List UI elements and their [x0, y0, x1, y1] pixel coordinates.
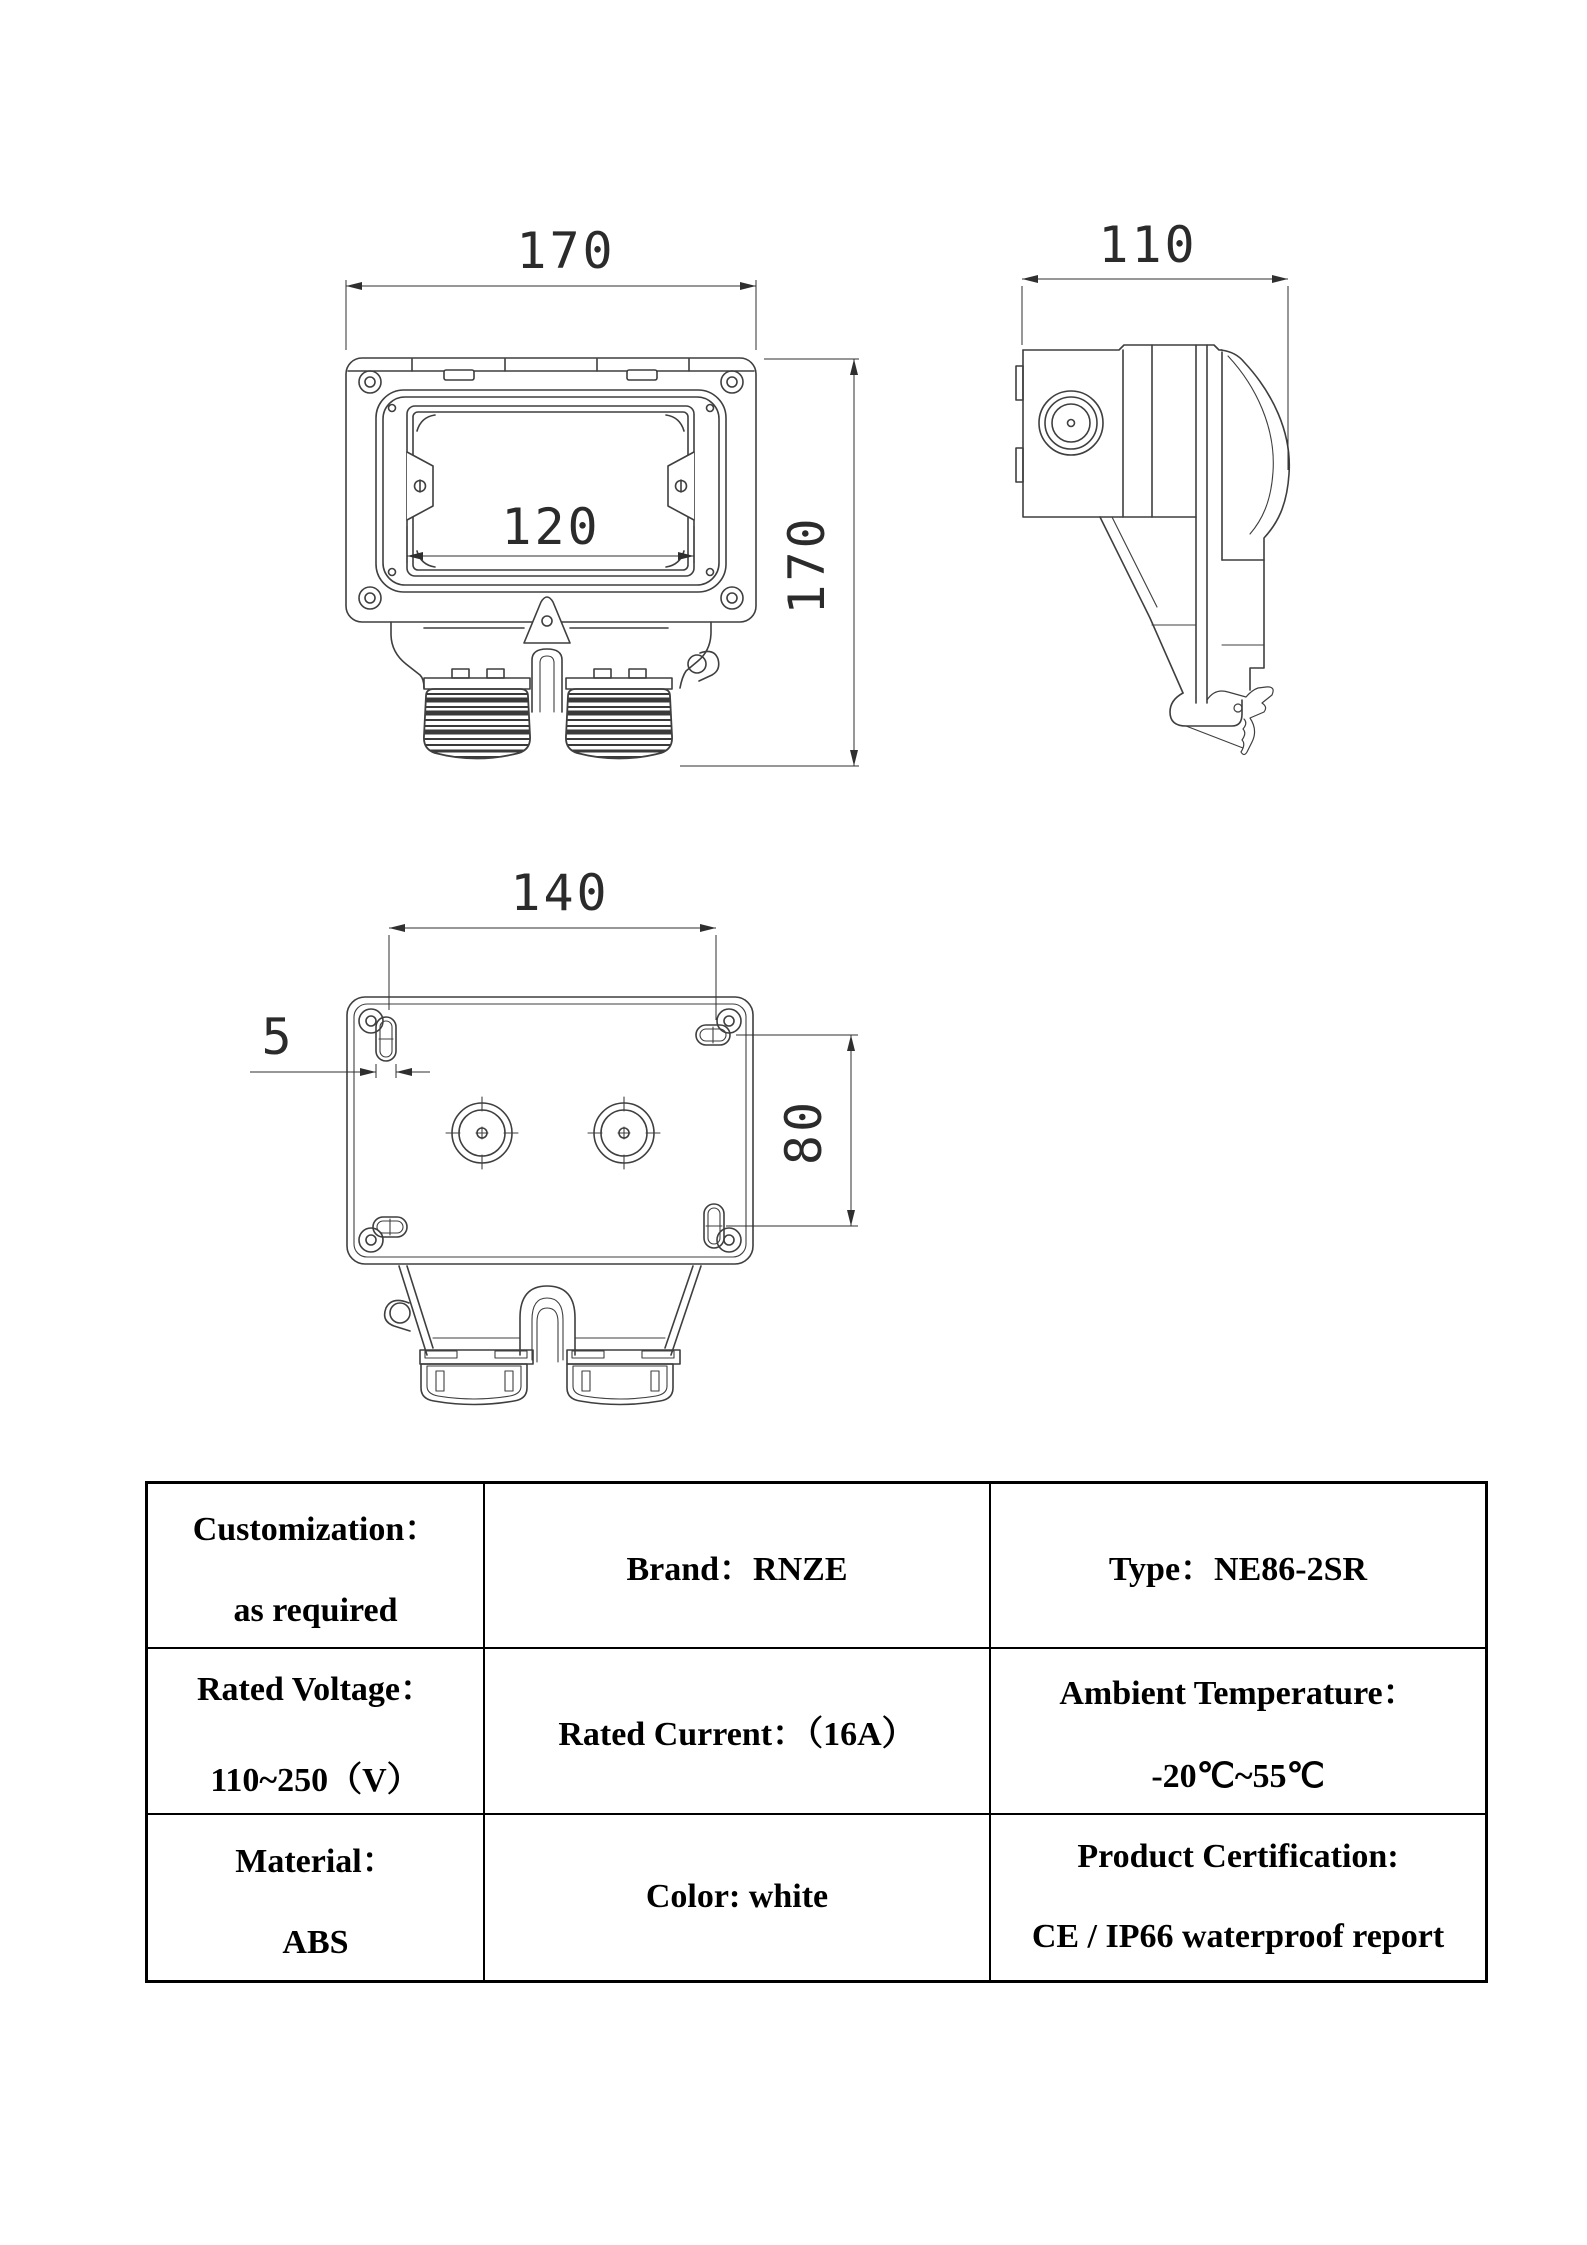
spec-table: [145, 1481, 1488, 1983]
spec-cell-rated-current: [485, 1649, 991, 1814]
spec-cell-rated-voltage: [148, 1649, 485, 1814]
spec-label: Ambient Temperature：: [1059, 1675, 1417, 1713]
back-mount-height-label: 80: [775, 1098, 833, 1166]
spec-value: ABS: [282, 1923, 349, 1961]
spec-label: Brand：RNZE: [626, 1551, 848, 1589]
side-depth-label: 110: [1098, 216, 1198, 274]
back-mount-spacing-label: 140: [510, 864, 610, 922]
spec-cell-color: [485, 1815, 991, 1980]
dim-front-width: [346, 222, 756, 350]
front-view: [346, 222, 859, 766]
spec-label: Rated Voltage：: [196, 1670, 435, 1708]
dim-front-height: [680, 359, 859, 766]
spec-cell-material: [148, 1815, 485, 1980]
spec-label: Customization：: [192, 1511, 439, 1549]
spec-value: CE / IP66 waterproof report: [1031, 1918, 1445, 1956]
spec-value: 110~250（V）: [210, 1761, 421, 1799]
front-width-label: 170: [516, 222, 616, 280]
spec-cell-ambient-temperature: [991, 1649, 1485, 1814]
back-slot-width-label: 5: [261, 1008, 295, 1066]
dim-side-depth: [1022, 216, 1288, 470]
spec-value: as required: [233, 1592, 398, 1630]
dim-front-opening: [407, 498, 694, 563]
front-opening-label: 120: [501, 498, 601, 556]
spec-cell-type: [991, 1484, 1485, 1649]
spec-label: Type：NE86-2SR: [1108, 1551, 1368, 1589]
spec-label: Color: white: [645, 1878, 829, 1916]
dim-back-slot-width: [250, 1008, 430, 1078]
side-view: [1016, 216, 1289, 755]
back-view: [250, 864, 858, 1405]
spec-label: Rated Current：（16A）: [558, 1716, 916, 1754]
spec-cell-brand: [485, 1484, 991, 1649]
spec-label: Material：: [235, 1842, 396, 1880]
spec-cell-customization: [148, 1484, 485, 1649]
spec-value: -20℃~55℃: [1151, 1758, 1325, 1796]
spec-label: Product Certification:: [1077, 1838, 1399, 1876]
front-height-label: 170: [778, 515, 836, 615]
spec-cell-certification: [991, 1815, 1485, 1980]
